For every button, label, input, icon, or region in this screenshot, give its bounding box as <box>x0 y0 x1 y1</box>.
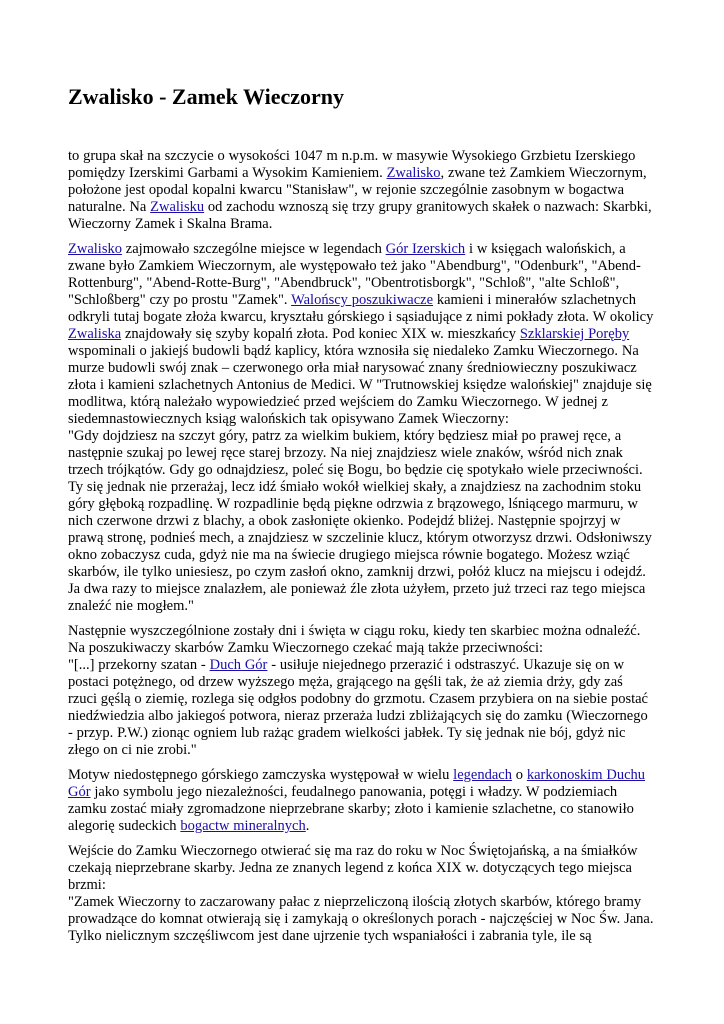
text-run: , zwane też Zamkiem Wieczornym, położone jest opodal kopalni kwarcu "Stanisław", w rejonie szczególnie zasobnym w bogactwa naturalne. Na <box>68 165 647 215</box>
text-run: kamieni i minerałów szlachetnych odkryli tutaj bogate złoża kwarcu, kryształu górskiego i sąsiadujące z nimi pokłady złota. W okolicy <box>68 292 654 325</box>
inline-link[interactable]: Zwaliska <box>68 326 122 342</box>
text-run: - usiłuje niejednego przerazić i odstraszyć. Ukazuje się on w postaci potężnego, od drzew wyższego męża, grającego na gęśli tak, że aż ziemia drży, gdy zaś rzuci gęślą o ziemię, rozlega się odgłos podobny do grzmotu. Czasem przybiera on na siebie postać niedźwiedzia albo jakiegoś potwora, nieraz przeraża ludzi zbliżających się do zamku (Wieczornego - przyp. P.W.) zionąc ogniem lub rażąc gradem wielkości jabłek. Ty się jednak nie bój, gdyż nic złego on ci nie zrobi." <box>68 657 648 758</box>
text-run: i w księgach walońskich, a zwane było Zamkiem Wieczornym, ale występowało też jako "Abendburg", "Odenburk", "Abend-Rottenburg", "Abend-Rotte-Burg", "Abendbruck", "Obentrotisborgk", "Schloß", "alte Schloß", "Schloßberg" czy po prostu "Zamek". <box>68 241 641 308</box>
text-run: jako symbolu jego niezależności, feudalnego panowania, potęgi i władzy. W podziemiach zamku zostać miały zgromadzone nieprzebrane skarby; złoto i kamienie szlachetne, co stanowiło alegorię sudeckich <box>68 784 634 834</box>
inline-link[interactable]: Zwalisko <box>68 241 122 257</box>
inline-link[interactable]: karkonoskim Duchu Gór <box>68 767 646 800</box>
text-run: . <box>305 818 310 834</box>
text-run: "Zamek Wieczorny to zaczarowany pałac z nieprzeliczoną ilością złotych skarbów, którego bramy prowadzące do komnat otwierają się i zamykają o określonych porach - najczęściej w Noc Św. Jana. Tylko nielicznym szczęśliwcom jest dane ujrzenie tych wspaniałości i zabrania tyle, ile są <box>68 894 654 944</box>
inline-link[interactable]: Duch Gór <box>209 657 268 673</box>
text-run: wspominali o jakiejś budowli bądź kaplicy, która wznosiła się niedaleko Zamku Wieczornego. Na murze budowli swój znak – czerwonego orła miał narysować znany średniowieczny poszukiwacz złota i kamieni szlachetnych Antonius de Medici. W "Trutnowskiej księdze walońskiej" znajduje się modlitwa, którą należało wypowiedzieć przed wejściem do Zamku Wieczornego. W jednej z siedemnastowiecznych ksiąg walońskich tak opisywano Zamek Wieczorny: <box>68 343 652 427</box>
text-run: o <box>511 767 527 783</box>
inline-link[interactable]: Zwalisko <box>386 165 441 181</box>
paragraph <box>68 148 654 233</box>
text-run: Motyw niedostępnego górskiego zamczyska występował w wielu <box>68 767 454 783</box>
inline-link[interactable]: legendach <box>453 767 512 783</box>
text-run: Wejście do Zamku Wieczornego otwierać się ma raz do roku w Noc Świętojańską, a na śmiałków czekają nieprzebrane skarby. Jedna ze znanych legend z końca XIX w. dotyczących tego miejsca brzmi: <box>68 843 638 893</box>
inline-link[interactable]: bogactw mineralnych <box>180 818 306 834</box>
inline-link[interactable]: Szklarskiej Poręby <box>519 326 630 342</box>
paragraph <box>68 843 654 945</box>
text-run: "[...] przekorny szatan - <box>68 657 210 673</box>
article-body <box>68 148 654 945</box>
text-run: Następnie wyszczególnione zostały dni i święta w ciągu roku, kiedy ten skarbiec można odnaleźć. Na poszukiwaczy skarbów Zamku Wieczornego czekać mają także przeciwności: <box>68 623 641 656</box>
inline-link[interactable]: Walońscy poszukiwacze <box>291 292 434 308</box>
paragraph <box>68 767 654 835</box>
text-run: "Gdy dojdziesz na szczyt góry, patrz za wielkim bukiem, który będziesz miał po prawej ręce, a następnie szukaj po lewej ręce starej brzozy. Na niej znajdziesz wiele znaków, wśród nich znak trzech trójkątów. Gdy go odnajdziesz, poleć się Bogu, bo będzie cię spotykało wiele przeciwności. Ty się jednak nie przerażaj, lecz idź śmiało wokół wielkiej skały, a znajdziesz na zachodnim stoku góry głęboką rozpadlinę. W rozpadlinie będą piękne odrzwia z brązowego, lśniącego marmuru, w nich czerwone drzwi z blachy, a obok zasłonięte okienko. Podejdź bliżej. Następnie spojrzyj w prawą stronę, podnieś mech, a znajdziesz w szczelinie klucz, którym otworzysz drzwi. Odsłoniwszy okno zobaczysz cuda, gdyż nie ma na świecie drugiego miejsca równie bogatego. Możesz wziąć skarbów, ile tylko uniesiesz, po czym zasłoń okno, zamknij drzwi, połóż klucz na miejscu i odejdź. Ja dwa razy to miejsce znalazłem, ale ponieważ źle złota użyłem, przeto już trzeci raz tego miejsca znaleźć nie mogłem." <box>68 428 652 614</box>
text-run: to grupa skał na szczycie o wysokości 1047 m n.p.m. w masywie Wysokiego Grzbietu Izerskiego pomiędzy Izerskimi Garbami a Wysokim Kamieniem. <box>68 148 636 181</box>
paragraph <box>68 241 654 615</box>
paragraph <box>68 623 654 759</box>
text-run: od zachodu wznoszą się trzy grupy granitowych skałek o nazwach: Skarbki, Wieczorny Zamek i Skalna Brama. <box>68 199 652 232</box>
text-run: zajmowało szczególne miejsce w legendach <box>121 241 386 257</box>
page-title: Zwalisko - Zamek Wieczorny <box>68 84 345 109</box>
inline-link[interactable]: Zwalisku <box>150 199 205 215</box>
text-run: znajdowały się szyby kopalń złota. Pod koniec XIX w. mieszkańcy <box>121 326 520 342</box>
document-page <box>68 82 654 953</box>
inline-link[interactable]: Gór Izerskich <box>385 241 466 257</box>
